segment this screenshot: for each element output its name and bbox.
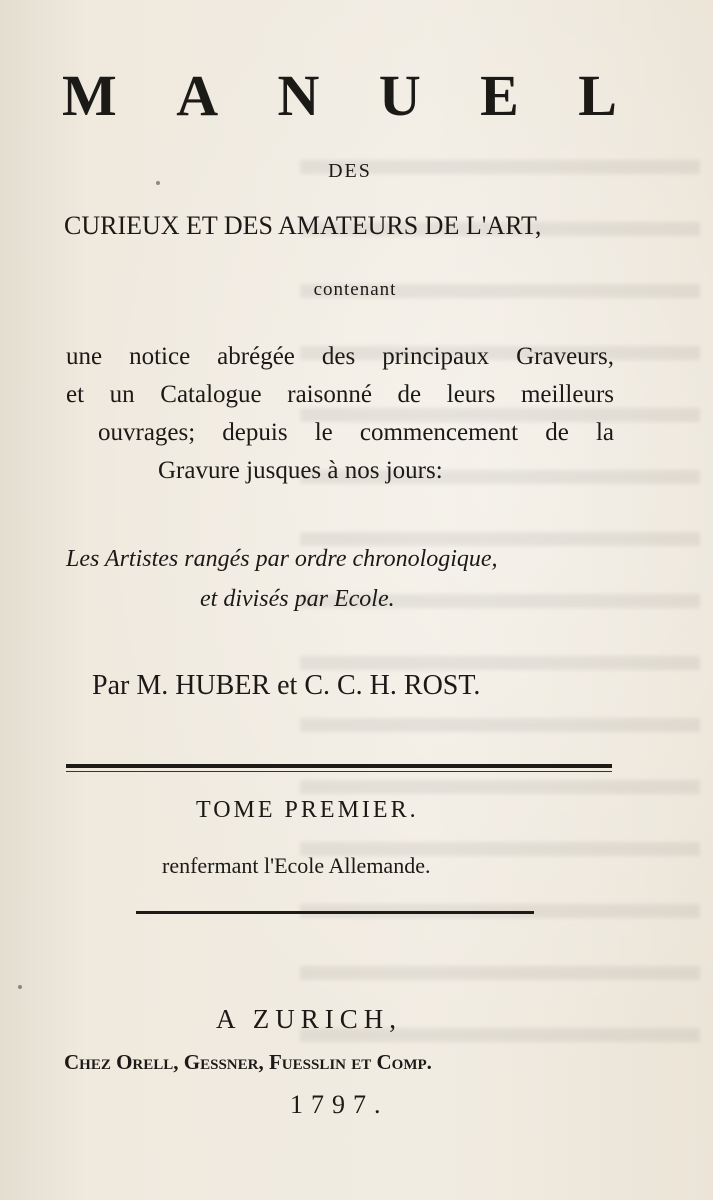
imprint-year: 1797. — [290, 1090, 389, 1119]
imprint-place: A ZURICH, — [216, 1004, 403, 1034]
volume-title: TOME PREMIER. — [196, 797, 419, 823]
description-block — [66, 338, 614, 490]
imprint-publisher: Chez Orell, Gessner, Fuesslin et Comp. — [64, 1050, 432, 1074]
authors-line: Par M. HUBER et C. C. H. ROST. — [92, 670, 481, 701]
title-letter: A — [176, 63, 219, 128]
subtitle-contenant: contenant — [313, 279, 397, 300]
title-letter: E — [480, 63, 519, 128]
paper-speck — [18, 985, 22, 989]
description-line: une notice abrégée des principaux Graveurs, — [66, 343, 614, 370]
paper-speck — [156, 181, 160, 185]
book-title — [62, 63, 617, 128]
title-letter: L — [578, 63, 617, 128]
subtitle-curieux: CURIEUX ET DES AMATEURS DE L'ART, — [64, 211, 542, 240]
description-line: et un Catalogue raisonné de leurs meilleurs — [66, 381, 614, 408]
double-rule-divider — [66, 764, 612, 768]
description-line: ouvrages; depuis le commencement de la — [98, 419, 614, 446]
title-letter: U — [378, 63, 421, 128]
arrangement-line: et divisés par Ecole. — [200, 586, 395, 612]
arrangement-note — [66, 539, 626, 619]
subtitle-des: DES — [328, 160, 372, 182]
volume-contents: renfermant l'Ecole Allemande. — [162, 853, 431, 878]
description-line: Gravure jusques à nos jours: — [158, 457, 443, 484]
title-letter: M — [62, 63, 117, 128]
title-letter: N — [277, 63, 320, 128]
rule-divider — [136, 911, 534, 914]
arrangement-line: Les Artistes rangés par ordre chronologique, — [66, 546, 498, 572]
